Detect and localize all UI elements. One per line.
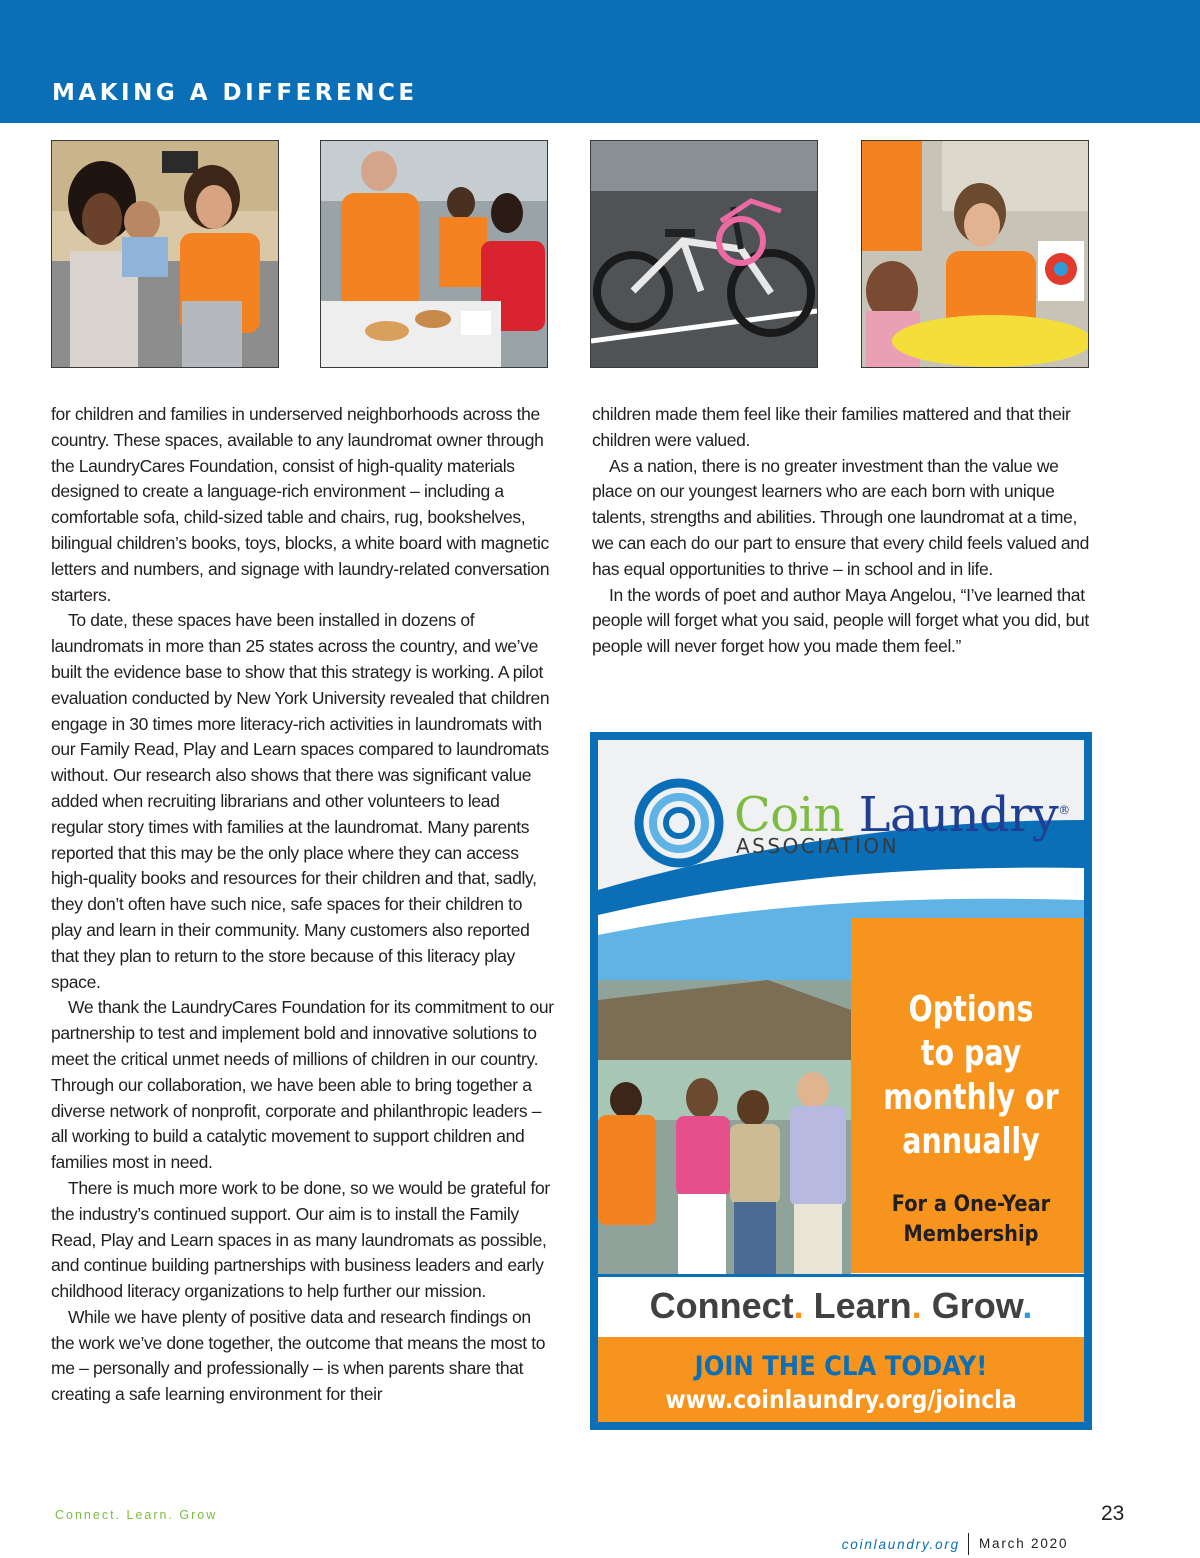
photo-face-painting-volunteer [861, 140, 1089, 368]
ad-join-link[interactable]: www.coinlaundry.org/joincla [665, 1385, 1017, 1414]
photo-mother-child-volunteer-icon [52, 141, 278, 367]
cla-membership-ad[interactable] [590, 732, 1092, 1430]
ad-logo-association: ASSOCIATION [736, 834, 900, 858]
ad-tagline-dot: . [793, 1285, 804, 1326]
article-paragraph: There is much more work to be done, so we would be grateful for the industry’s continued support. Our aim is to install the Family Read, Play and Learn spaces in as many laundromats as possible, and continue building partnerships with business leaders and early childhood literacy organizations to help further our mission. [51, 1177, 550, 1302]
ad-logo-registered: ® [1058, 803, 1070, 817]
ad-tagline [598, 1284, 1084, 1328]
ad-tagline-connect: Connect [649, 1285, 794, 1326]
ad-tagline-dot: . [1022, 1285, 1033, 1326]
ad-logo-coin: Coin [734, 787, 844, 843]
page-number: 23 [1101, 1502, 1125, 1525]
ad-options-line: annually [902, 1121, 1040, 1162]
ad-tagline-learn: Learn [813, 1285, 912, 1326]
ad-membership-line: For a One-Year [891, 1192, 1051, 1217]
ad-tagline-grow: Grow [931, 1285, 1023, 1326]
ad-panel [598, 740, 1084, 1422]
ad-options-line: to pay [920, 1033, 1022, 1074]
ad-tagline-dot: . [911, 1285, 922, 1326]
photo-face-painting-volunteer-icon [862, 141, 1088, 367]
photo-volunteers-serving-food [320, 140, 548, 368]
article-paragraph: We thank the LaundryCares Foundation for its commitment to our partnership to test and implement bold and innovative solutions to meet the critical unmet needs of millions of children in our country. Through our collaboration, we have been able to bring together a diverse network of nonprofit, corporate and philanthropic leaders – all working to build a catalytic movement to support children and families most in need. [51, 997, 554, 1173]
section-title: MAKING A DIFFERENCE [52, 80, 418, 106]
article-paragraph: As a nation, there is no greater investment than the value we place on our youngest learners who are each born with unique talents, strengths and abilities. Through one laundromat at a time, we can each do our part to ensure that every child feels valued and has equal opportunities to thrive – in school and in life. [592, 455, 1090, 579]
ad-membership-line: Membership [903, 1222, 1039, 1247]
article-paragraph: for children and families in underserved neighborhoods across the country. These spaces, available to any laundromat owner through the LaundryCares Foundation, consist of high-quality materials designed to create a language-rich environment – including a comfortable sofa, child-sized table and chairs, rug, bookshelves, bilingual children’s books, toys, blocks, a white board with magnetic letters and numbers, and signage with laundry-related conversation starters. [51, 404, 550, 605]
ad-logo-laundry: Laundry [858, 787, 1059, 843]
footer-date: March 2020 [979, 1536, 1069, 1551]
article-paragraph: children made them feel like their families mattered and that their children were valued. [592, 404, 1071, 450]
article-paragraph: While we have plenty of positive data and research findings on the work we’ve done together, the outcome that means the most to me – personally and professionally – is when parents share that creating a safe learning environment for their [51, 1306, 546, 1405]
article-left-column [51, 402, 555, 1408]
ad-join-heading[interactable]: JOIN THE CLA TODAY! [694, 1351, 988, 1382]
footer-site[interactable]: coinlaundry.org [841, 1537, 960, 1552]
footer-divider [968, 1533, 969, 1555]
article-right-column [592, 402, 1096, 660]
ad-membership-text [865, 1190, 1076, 1250]
cla-logo-rings-icon [632, 776, 726, 870]
footer-tagline: Connect. Learn. Grow [55, 1508, 218, 1522]
ad-options-line: monthly or [883, 1077, 1059, 1118]
photo-mother-child-volunteer [51, 140, 279, 368]
photo-childrens-bicycles [590, 140, 818, 368]
ad-options-heading [865, 988, 1076, 1164]
photo-childrens-bicycles-icon [591, 141, 817, 367]
article-paragraph: In the words of poet and author Maya Angelou, “I’ve learned that people will forget what you said, people will forget what you did, but people will never forget how you made them feel.” [592, 584, 1089, 657]
photo-four-members-group-icon [598, 980, 851, 1274]
article-paragraph: To date, these spaces have been installed in dozens of laundromats in more than 25 states across the country, and we’ve built the evidence base to show that this strategy is working. A pilot evaluation conducted by New York University revealed that children engage in 30 times more literacy-rich activities in laundromats with our Family Read, Play and Learn spaces compared to laundromats without. Our research also shows that there was significant value added when recruiting librarians and other volunteers to lead regular story times with families at the laundromat. Many parents reported that this may be the only place where they can access high-quality books and resources for their children and that, sadly, they don’t often have such nice, safe spaces for their children to play and learn in their community. Many customers also reported that they plan to return to the store because of this literacy play space. [51, 610, 550, 992]
ad-options-line: Options [908, 989, 1034, 1030]
photo-volunteers-serving-food-icon [321, 141, 547, 367]
